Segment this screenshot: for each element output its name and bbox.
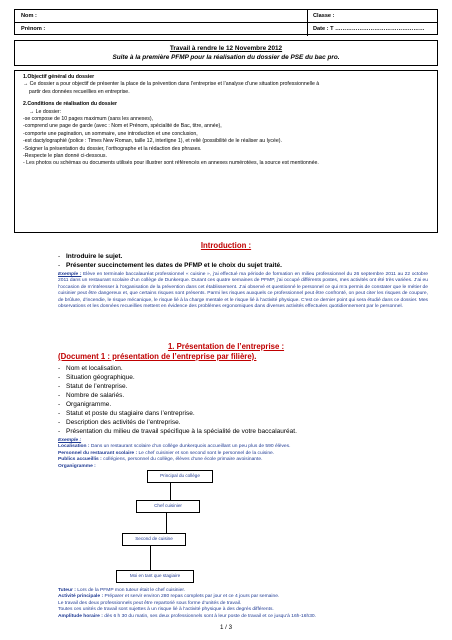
section1-item: - Nombre de salariés. — [58, 391, 428, 400]
introduction-example — [58, 272, 428, 310]
header-row-2 — [15, 23, 437, 36]
page-number: 1 / 3 — [219, 624, 233, 631]
org-connector — [166, 513, 167, 533]
section1-item: - Description des activités de l’entreprise. — [58, 418, 428, 427]
document1-heading: (Document 1 : présentation de l’entreprise par filière). — [58, 352, 257, 361]
personnel-label: Personnel du restaurant scolaire : — [58, 450, 138, 456]
localisation-text: Dans un restaurant scolaire d’un collège dunkerquois accueillant un peu plus de 590 élèves. — [89, 444, 291, 450]
date-label: Date : T ………………………………………… — [313, 26, 425, 32]
condition-line: -est dactylographié (police : Times New Roman, taille 12, interligne 1), et relié (possibilité de le réaliser au lycée). — [23, 138, 282, 145]
intro-bullet-2: - Présenter succinctement les dates de PFMP et le choix du sujet traité. — [58, 261, 428, 270]
section1-bullets — [58, 364, 428, 436]
example-label: Exemple : — [58, 438, 82, 443]
nom-label: Nom : — [21, 13, 37, 19]
assignment-subtitle: Suite à la première PFMP pour la réalisation du dossier de PSE du bac pro. — [112, 54, 340, 61]
amplitude-label: Amplitude horaire : — [58, 613, 103, 619]
example-label: Exemple : — [58, 272, 82, 277]
tuteur-label: Tuteur : — [58, 588, 76, 593]
org-box-second: Second de cuisine — [122, 533, 186, 546]
header-divider — [307, 10, 308, 36]
intro-bullet-1: - Introduire le sujet. — [58, 252, 428, 261]
activite-text-2: Le travail des deux professionnels peut être repartorié sous forme d’unités de travail. — [58, 600, 242, 606]
condition-line: -Respecte le plan donné ci-dessous. — [23, 153, 107, 160]
condition-line: - Les photos ou schémas ou documents utilisés pour illustrer sont référencés en annexes numérotées, la source est mentionnée. — [23, 160, 319, 167]
conditions-heading: 2.Conditions de réalisation du dossier — [23, 101, 117, 108]
student-header-box — [14, 9, 438, 35]
condition-line: -se compose de 10 pages maximum (sans les annexes), — [23, 116, 154, 123]
objectives-box — [14, 70, 438, 233]
activite-label: Activité principale : — [58, 594, 104, 600]
localisation-label: Localisation : — [58, 444, 90, 450]
org-box-chef: Chef cuisinier — [136, 500, 200, 513]
condition-line: -comprend une page de garde (avec : Nom et Prénom, spécialité de Bac, titre, année), — [23, 123, 222, 130]
section1-item: - Statut de l’entreprise. — [58, 382, 428, 391]
condition-line: → Le dossier: — [29, 108, 62, 115]
org-box-stagiaire: Moi en tant que stagiaire — [116, 570, 194, 583]
introduction-heading: Introduction : — [200, 241, 252, 250]
section1-heading: 1. Présentation de l’entreprise : — [167, 342, 285, 351]
activite-text: Préparer et servir environ 280 repas complets par jour et ce 4 jours par semaine. — [103, 594, 280, 600]
condition-line: -Soigner la présentation du dossier, l’orthographe et la rédaction des phrases. — [23, 145, 202, 152]
prenom-label: Prénom : — [21, 26, 46, 32]
org-connector — [150, 546, 151, 570]
section1-item: - Situation géographique. — [58, 373, 428, 382]
org-box-principal: Principal du collège — [147, 470, 213, 483]
organigramme-label: Organigramme : — [58, 463, 96, 469]
introduction-bullets — [58, 252, 428, 270]
org-connector — [170, 483, 171, 500]
objective-line: → Ce dossier a pour objectif de présenter la place de la prévention dans l’entreprise et l’analyse d’une situation professionnelle à — [23, 81, 320, 88]
objective-heading: 1.Objectif général du dossier — [23, 74, 95, 80]
personnel-text: Le chef cuisinier et son second sont le personnel de la cuisine. — [137, 450, 275, 456]
section1-item: - Organigramme. — [58, 400, 428, 409]
section1-item: - Nom et localisation. — [58, 364, 428, 373]
section1-item: - Présentation du milieu de travail spécifique à la spécialité de votre baccalauréat. — [58, 427, 428, 436]
amplitude-text: dès 6 h 30 du matin, ses deux professionnels sont à leur poste de travail et ce jusqu’à 16h-16h30. — [102, 613, 316, 619]
section1-example — [58, 438, 428, 470]
example-text: Elève en terminale baccalauréat professionnel « cuisine », j’ai effectué ma période de formation en milieu professionnel du 26 septembre 2011 au 22 octobre 2011 dans un restaurant scolaire d’un collège de Dunkerque. Durant ces quatre semaines de PFMP, j’ai occupé différents postes, mes activités ont été très variées. J’ai eu l’occasion de m’intéresser à l’organisation de la prévention dans cet établissement. J’ai observé et questionné le personnel ce qui m’a permis de constater que le métier de cuisinier peut être dangereux et, que certains risques sont présents. Parmi les risques auxquels ce professionnel peut être confronté, on peut citer les risques de coupure, de brûlure, d’incendie, le risque mécanique, le risque lié à la charge mentale et le risque lié à l’activité physique. C’est ce dernier point qui sera étudié dans ce dossier. Mes observations et les données recueillies mettent en évidence des problèmes ergonomiques dans diverses activités effectuées quotidiennement par le personnel. — [58, 272, 429, 310]
activite-text-3: Toutes ces unités de travail sont sujettes à un risque lié à l’activité physique à des degrés différents. — [58, 607, 274, 613]
objective-line: partir des données recueillies en entreprise. — [29, 88, 130, 95]
tuteur-text: Lors de la PFMP mon tuteur était le chef cuisinier. — [75, 588, 186, 593]
publics-label: Publics accueillis : — [58, 457, 102, 463]
section1-item: - Statut et poste du stagiaire dans l’entreprise. — [58, 409, 428, 418]
classe-label: Classe : — [313, 13, 335, 19]
condition-line: -comporte une pagination, un sommaire, une introduction et une conclusion, — [23, 130, 198, 137]
assignment-title-box — [14, 40, 438, 66]
section1-details — [58, 588, 428, 620]
publics-text: collégiens, personnel du collège, élèves d’une école primaire avoisinante. — [101, 457, 263, 463]
header-row-1 — [15, 10, 437, 23]
assignment-title: Travail à rendre le 12 Novembre 2012 — [169, 45, 283, 52]
